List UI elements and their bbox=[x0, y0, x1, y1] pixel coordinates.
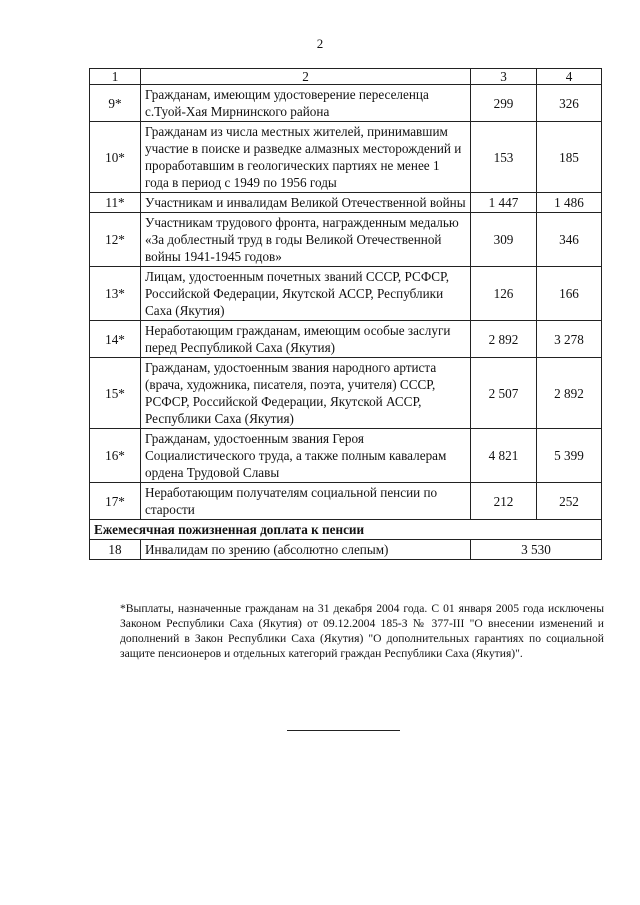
row-value-col3: 1 447 bbox=[471, 193, 537, 213]
row-description: Гражданам, имеющим удостоверение переселенца с.Туой-Хая Мирнинского района bbox=[141, 85, 471, 122]
section-header-row bbox=[90, 520, 602, 540]
row-value-col4: 2 892 bbox=[537, 358, 602, 429]
row-description: Неработающим гражданам, имеющим особые заслуги перед Республикой Саха (Якутия) bbox=[141, 321, 471, 358]
row-value-col4: 252 bbox=[537, 483, 602, 520]
header-cell-1: 1 bbox=[90, 69, 141, 85]
table-row bbox=[90, 193, 602, 213]
table-row bbox=[90, 540, 602, 560]
row-value-col3: 309 bbox=[471, 213, 537, 267]
row-value-col3: 4 821 bbox=[471, 429, 537, 483]
table-row bbox=[90, 122, 602, 193]
table-row bbox=[90, 85, 602, 122]
row-description: Неработающим получателям социальной пенсии по старости bbox=[141, 483, 471, 520]
row-number: 16* bbox=[90, 429, 141, 483]
row-value-col4: 185 bbox=[537, 122, 602, 193]
row-description: Инвалидам по зрению (абсолютно слепым) bbox=[141, 540, 471, 560]
footnote: *Выплаты, назначенные гражданам на 31 декабря 2004 года. С 01 января 2005 года исключены Законом Республики Саха (Якутия) от 09.12.2004 185-З № 377-III "О внесении изменений и дополнений в Закон Республики Саха (Якутия) "О дополнительных гарантиях по социальной защите пенсионеров и отдельных категорий граждан Республики Саха (Якутия)". bbox=[120, 602, 604, 660]
row-value-col4: 326 bbox=[537, 85, 602, 122]
table-row bbox=[90, 213, 602, 267]
header-cell-4: 4 bbox=[537, 69, 602, 85]
row-number: 9* bbox=[90, 85, 141, 122]
row-number: 13* bbox=[90, 267, 141, 321]
benefits-table bbox=[89, 68, 602, 560]
row-value-col4: 1 486 bbox=[537, 193, 602, 213]
table-row bbox=[90, 267, 602, 321]
row-description: Гражданам, удостоенным звания Героя Социалистического труда, а также полным кавалерам ордена Трудовой Славы bbox=[141, 429, 471, 483]
row-value-col3: 2 507 bbox=[471, 358, 537, 429]
page-number: 2 bbox=[316, 36, 324, 51]
table-row bbox=[90, 321, 602, 358]
table-row bbox=[90, 483, 602, 520]
table-header-row bbox=[90, 69, 602, 85]
row-number: 11* bbox=[90, 193, 141, 213]
row-value-col3: 2 892 bbox=[471, 321, 537, 358]
row-value-col4: 166 bbox=[537, 267, 602, 321]
row-number: 12* bbox=[90, 213, 141, 267]
row-description: Гражданам из числа местных жителей, принимавшим участие в поиске и разведке алмазных месторождений и проработавшим в геологических партиях не менее 1 года в период с 1949 по 1956 годы bbox=[141, 122, 471, 193]
row-description: Участникам и инвалидам Великой Отечественной войны bbox=[141, 193, 471, 213]
section-title: Ежемесячная пожизненная доплата к пенсии bbox=[90, 520, 602, 540]
row-value-col4: 3 278 bbox=[537, 321, 602, 358]
row-value-col4: 5 399 bbox=[537, 429, 602, 483]
row-value-col3: 212 bbox=[471, 483, 537, 520]
row-value-col3: 126 bbox=[471, 267, 537, 321]
row-description: Гражданам, удостоенным звания народного артиста (врача, художника, писателя, поэта, учителя) СССР, РСФСР, Российской Федерации, Якутской АССР, Республики Саха (Якутия) bbox=[141, 358, 471, 429]
row-description: Участникам трудового фронта, награжденным медалью «За доблестный труд в годы Великой Отечественной войны 1941-1945 годов» bbox=[141, 213, 471, 267]
table-row bbox=[90, 429, 602, 483]
row-number: 10* bbox=[90, 122, 141, 193]
header-cell-3: 3 bbox=[471, 69, 537, 85]
row-value-col4: 346 bbox=[537, 213, 602, 267]
row-number: 15* bbox=[90, 358, 141, 429]
row-number: 17* bbox=[90, 483, 141, 520]
row-value-merged: 3 530 bbox=[471, 540, 602, 560]
row-description: Лицам, удостоенным почетных званий СССР, РСФСР, Российской Федерации, Якутской АССР, Республики Саха (Якутия) bbox=[141, 267, 471, 321]
row-number: 18 bbox=[90, 540, 141, 560]
header-cell-2: 2 bbox=[141, 69, 471, 85]
row-number: 14* bbox=[90, 321, 141, 358]
row-value-col3: 153 bbox=[471, 122, 537, 193]
row-value-col3: 299 bbox=[471, 85, 537, 122]
table-row bbox=[90, 358, 602, 429]
bottom-divider bbox=[287, 730, 400, 731]
